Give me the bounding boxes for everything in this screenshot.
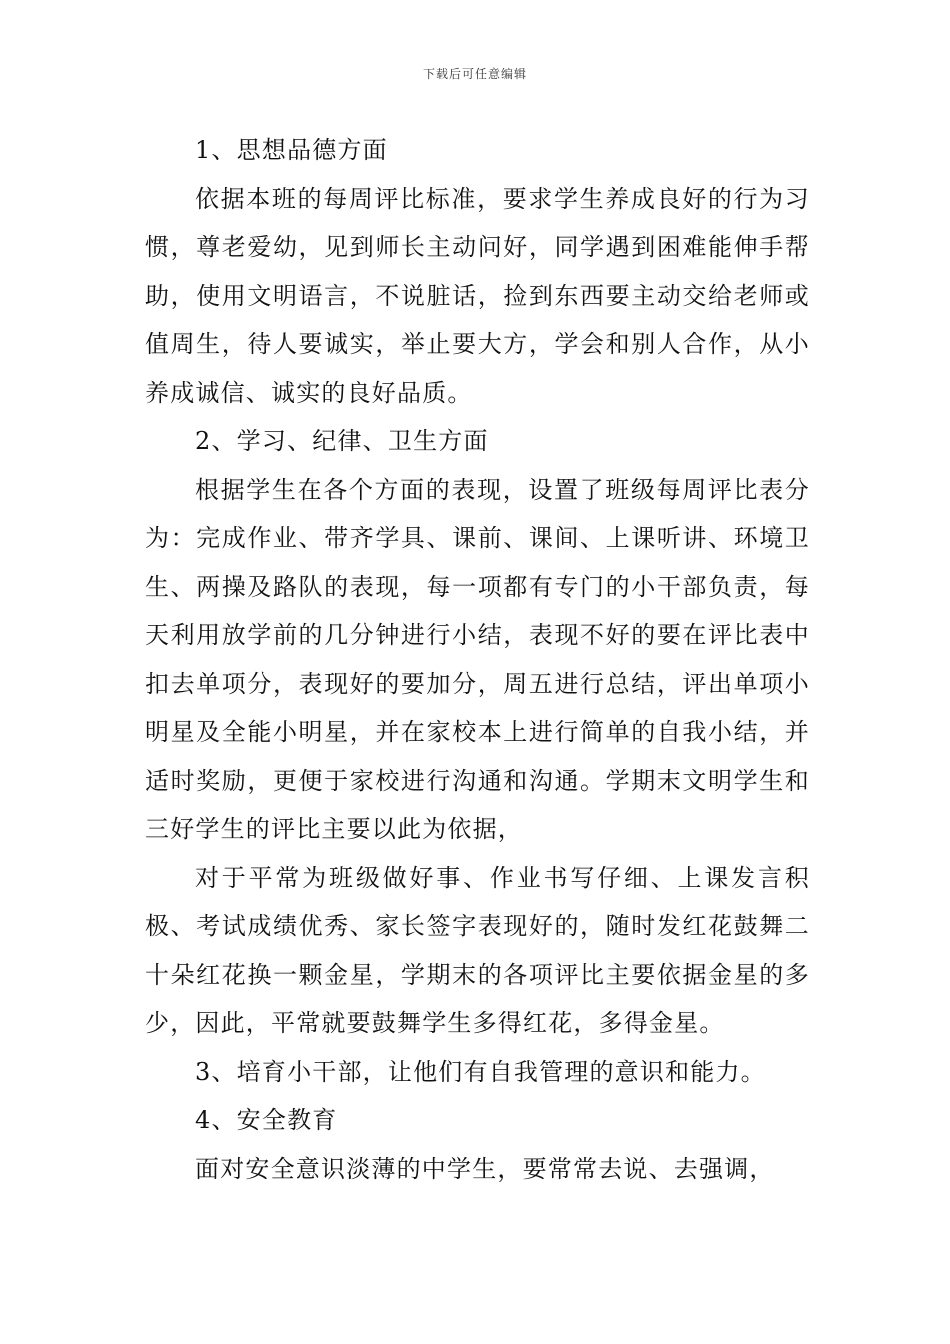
section-heading-safety: 4、安全教育 [195, 1106, 338, 1134]
page-header-note: 下载后可任意编辑 [422, 67, 527, 81]
paragraph-weekly-evaluation: 根据学生在各个方面的表现，设置了班级每周评比表分为：完成作业、带齐学具、课前、课间、上课听讲、环境卫生、两操及路队的表现，每一项都有专门的小干部负责，每天利用放学前的几分钟进行小结，表现不好的要在评比表中扣去单项分，表现好的要加分，周五进行总结，评出单项小明星及全能小明星，并在家校本上进行简单的自我小结，并适时奖励，更便于家校进行沟通和沟通。学期末文明学生和三好学生的评比主要以此为依据， [145, 475, 810, 843]
paragraph-moral-standards: 依据本班的每周评比标准，要求学生养成良好的行为习惯，尊老爱幼，见到师长主动问好，同学遇到困难能伸手帮助，使用文明语言，不说脏话，捡到东西要主动交给老师或值周生，待人要诚实，举止要大方，学会和别人合作，从小养成诚信、诚实的良好品质。 [145, 184, 810, 407]
section-heading-student-leaders: 3、培育小干部，让他们有自我管理的意识和能力。 [195, 1057, 766, 1086]
document-body [145, 126, 810, 1193]
paragraph-safety-awareness: 面对安全意识淡薄的中学生，要常常去说、去强调， [195, 1154, 775, 1183]
paragraph-red-flower-rewards: 对于平常为班级做好事、作业书写仔细、上课发言积极、考试成绩优秀、家长签字表现好的，随时发红花鼓舞二十朵红花换一颗金星，学期末的各项评比主要依据金星的多少，因此，平常就要鼓舞学生多得红花，多得金星。 [145, 863, 810, 1037]
section-heading-moral: 1、思想品德方面 [195, 136, 388, 164]
section-heading-study-discipline-hygiene: 2、学习、纪律、卫生方面 [195, 427, 489, 455]
